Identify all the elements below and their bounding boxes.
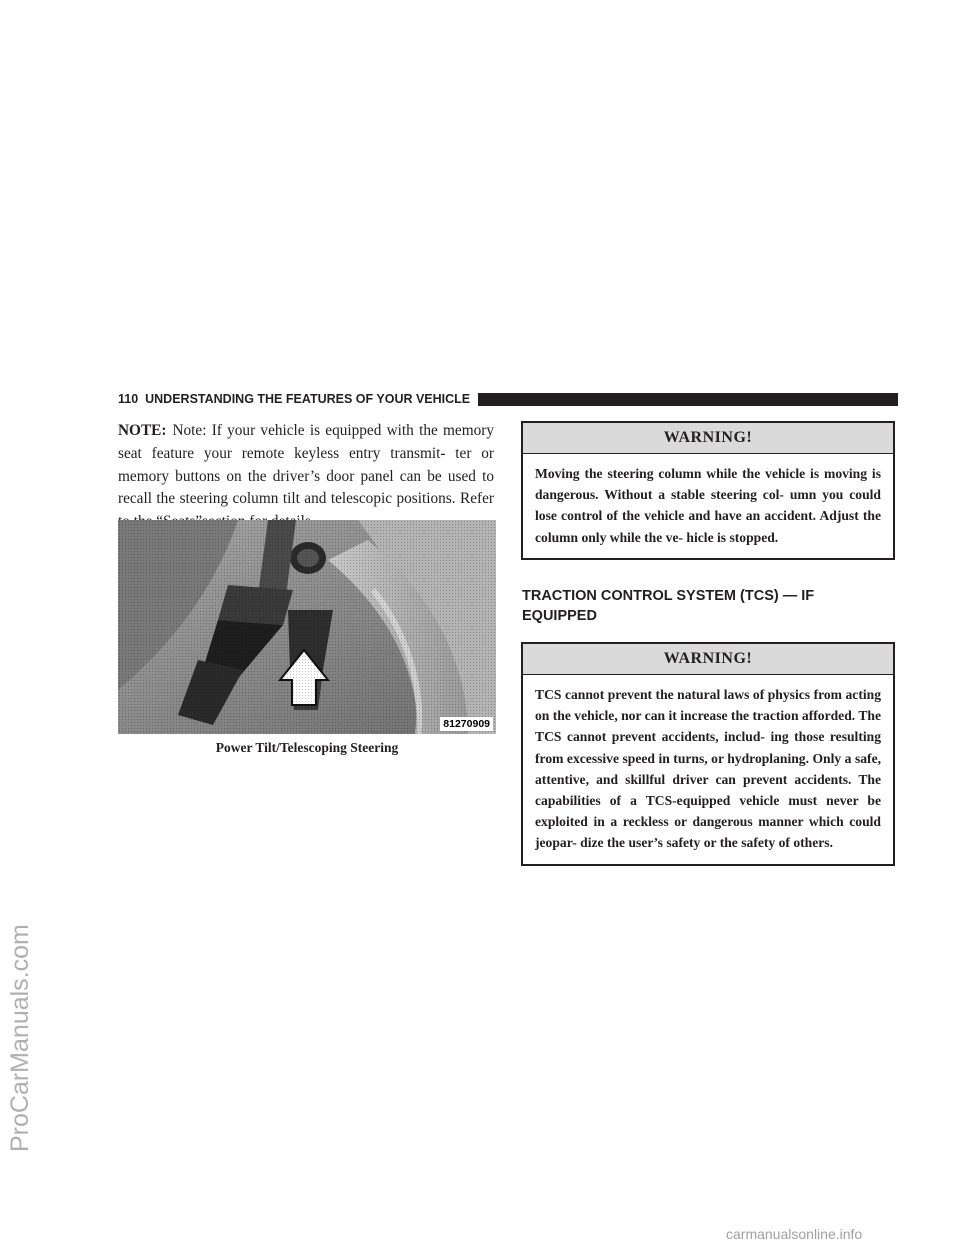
note-text: Note: If your vehicle is equipped with the memory seat feature your remote keyless entry transmit- ter or memory buttons on the driver’s door panel can be used to recall the steering column tilt and telescopic positions. Refer bbox=[118, 422, 494, 508]
bottom-watermark: carmanualsonline.info bbox=[726, 1226, 863, 1242]
header-rule bbox=[478, 393, 898, 406]
steering-column-photo bbox=[118, 520, 496, 734]
page-header-text bbox=[118, 392, 478, 406]
warning-text: TCS cannot prevent the natural laws of physics from acting on the vehicle, nor can it increase the traction afforded. The TCS cannot prevent accidents, includ- ing those resulting from excessive speed in turns, or hydroplaning. Only a safe, attentive, and skillful driver can prevent accidents. The capabilities of a TCS-equipped vehicle must never be exploited in a reckless or dangerous manner which could jeopar- dize the user’s safety or the safety of others. bbox=[535, 687, 881, 851]
page-header bbox=[118, 390, 898, 408]
note-paragraph bbox=[118, 420, 494, 534]
warning-text: Moving the steering column while the vehicle is moving is dangerous. Without a stable steering col- umn you could lose control of the vehicle and have an accident. Adjust the column only while the ve- hicle is stopped. bbox=[535, 466, 881, 545]
section-heading: TRACTION CONTROL SYSTEM (TCS) — IF EQUIPPED bbox=[522, 588, 815, 624]
figure-code: 81270909 bbox=[440, 717, 493, 731]
warning-title: WARNING! bbox=[523, 423, 893, 454]
figure-caption: Power Tilt/Telescoping Steering bbox=[215, 740, 399, 755]
steering-photo-illustration bbox=[118, 520, 496, 734]
warning-box-steering bbox=[521, 421, 895, 560]
side-watermark: ProCarManuals.com bbox=[6, 924, 34, 1152]
section-name: UNDERSTANDING THE FEATURES OF YOUR VEHICLE bbox=[145, 392, 471, 406]
page-number: 110 bbox=[118, 392, 139, 406]
warning-box-tcs bbox=[521, 642, 895, 866]
note-label: NOTE: bbox=[118, 422, 167, 439]
warning-title: WARNING! bbox=[523, 644, 893, 675]
